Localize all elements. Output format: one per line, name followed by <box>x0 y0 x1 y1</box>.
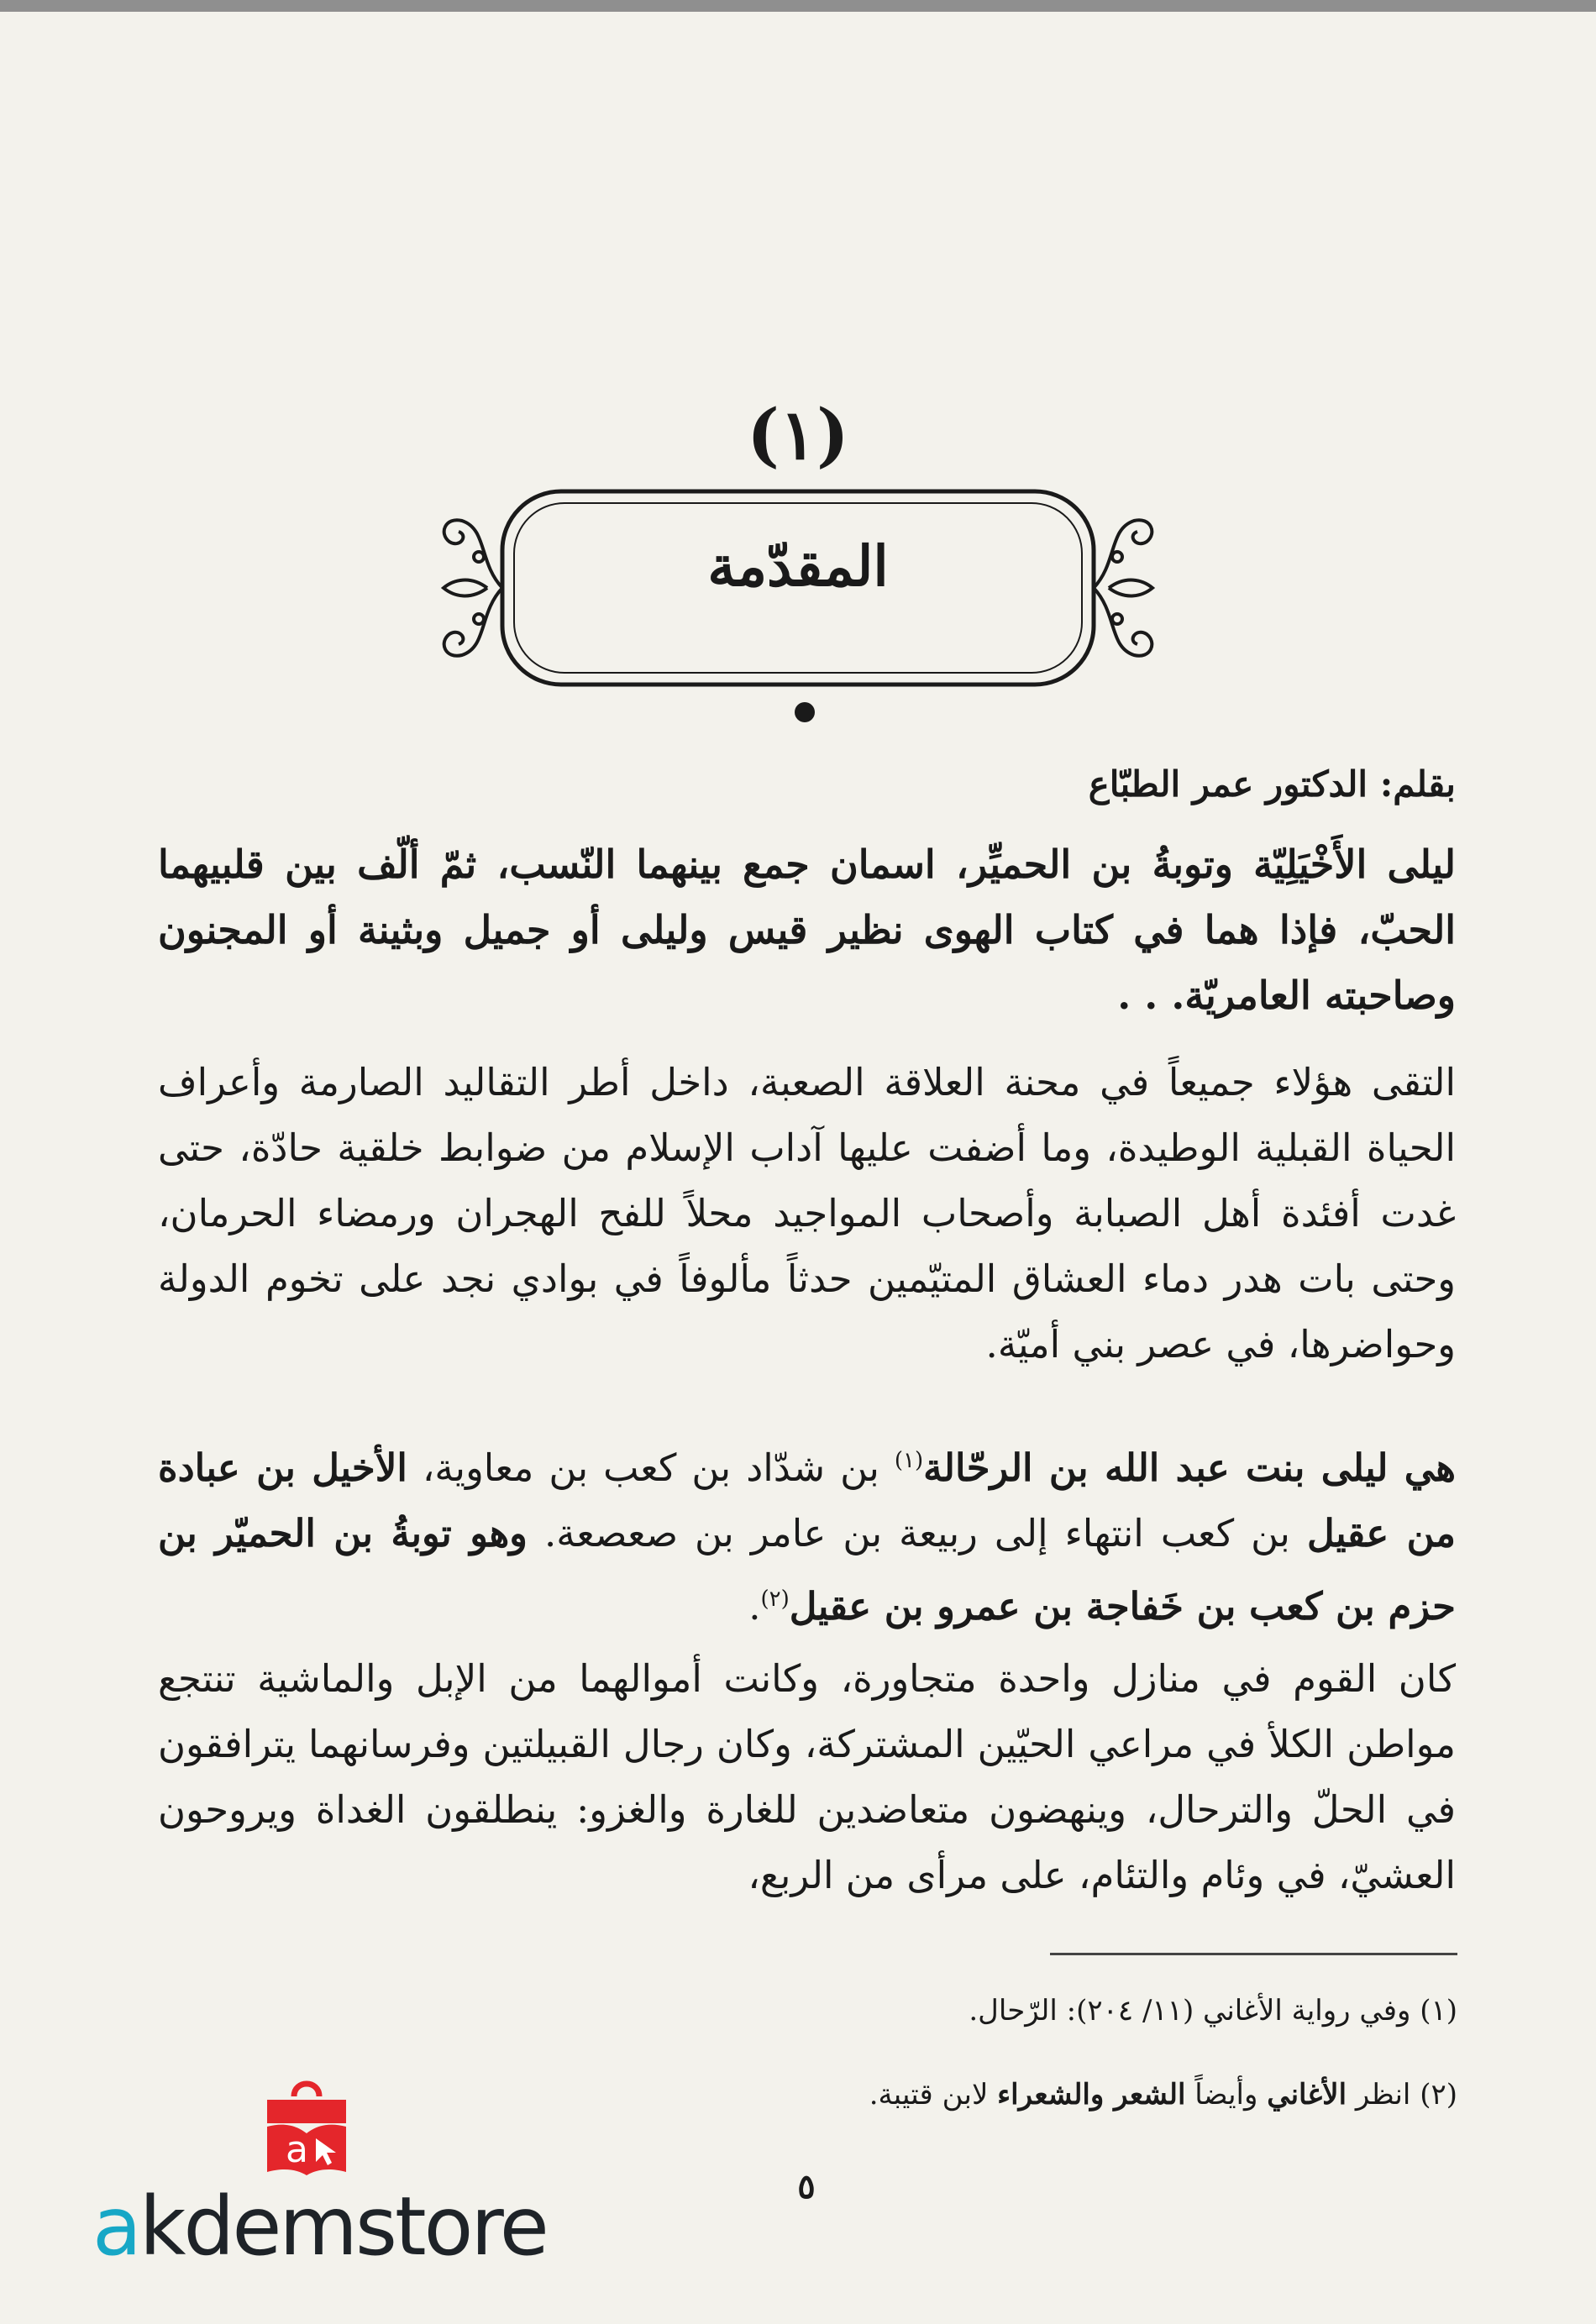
page-number: ٥ <box>797 2167 816 2206</box>
store-watermark-logo <box>84 2066 547 2318</box>
text-run: بن كعب انتهاء إلى ربيعة بن عامر بن صعصعة. <box>527 1511 1307 1555</box>
text-run: بن شدّاد بن كعب بن معاوية، <box>407 1445 895 1490</box>
logo-letter: a <box>286 2128 308 2171</box>
body-paragraph-2: التقى هؤلاء جميعاً في محنة العلاقة الصعبة، داخل أطر التقاليد الصارمة وأعراف الحياة القبلية الوطيدة، وما أضفت عليها آداب الإسلام من ضوابط خلقية حادّة، حتى غدت أفئدة أهل الصبابة وأصحاب المواجيد محلاً للفح الهجران ورمضاء الحرمان، وحتى بات هدر دماء العشاق المتيّمين حدثاً مألوفاً في بوادي نجد على تخوم الدولة وحواضرها، في عصر بني أميّة. <box>158 1060 1456 1367</box>
text-run: وأيضاً <box>1185 2078 1268 2112</box>
body-paragraph-4: كان القوم في منازل واحدة متجاورة، وكانت أموالهما من الإبل والماشية تنتجع مواطن الكلأ في مراعي الحيّين المشتركة، وكان رجال القبيلتين وفرسانهما يترافقون في الحلّ والترحال، وينهضون متعاضدين للغارة والغزو: ينطلقون الغداة ويروحون العشيّ، في وئام والتئام، على مرأى من الربع، <box>158 1656 1456 1897</box>
logo-wordmark <box>92 2180 546 2274</box>
logo-wordmark-rest: kdemstore <box>139 2180 547 2274</box>
footnote-2 <box>420 2075 1457 2115</box>
text-run-bold: وهو توبةُ بن الحميّر بن حزم بن كعب بن خَفاجة بن عمرو بن عقيل <box>158 1511 1456 1629</box>
chapter-number: (١) <box>747 395 849 475</box>
footnote-1: (١) وفي رواية الأغاني (١١/ ٢٠٤): الرّحال. <box>969 1994 1457 2028</box>
chapter-title: المقدّمة <box>707 533 889 599</box>
author-byline: بقلم: الدكتور عمر الطبّاع <box>1088 763 1456 805</box>
intro-paragraph: ليلى الأَخْيَلِيّة وتوبةُ بن الحميِّر، اسمان جمع بينهما النّسب، ثمّ ألّف بين قلبيهما الحبّ، فإذا هما في كتاب الهوى نظير قيس وليلى أو جميل وبثينة أو المجنون وصاحبته العامريّة. . . <box>158 842 1456 1018</box>
text-run: لابن قتيبة. <box>869 2078 998 2112</box>
logo-wordmark-lead: a <box>92 2180 139 2274</box>
footnote-divider <box>1050 1953 1457 1955</box>
shopping-bag-book-icon <box>260 2075 353 2175</box>
footnote-ref: (١) <box>894 1448 924 1473</box>
text-run-bold: الأخيل بن عبادة من عقيل <box>158 1445 1456 1555</box>
text-run-bold: هي ليلى بنت عبد الله بن الرحّالة <box>923 1445 1456 1490</box>
body-paragraph-3 <box>158 1428 1456 1639</box>
chapter-title-frame <box>428 483 1168 693</box>
text-run-bold: الأغاني <box>1267 2078 1347 2112</box>
footnote-ref: (٢) <box>760 1587 790 1612</box>
text-run: . <box>748 1584 761 1629</box>
text-run: (٢) انظر <box>1347 2078 1457 2112</box>
separator-dot <box>795 702 815 722</box>
text-run-bold: الشعر والشعراء <box>997 2078 1186 2112</box>
scan-top-edge <box>0 0 1596 12</box>
